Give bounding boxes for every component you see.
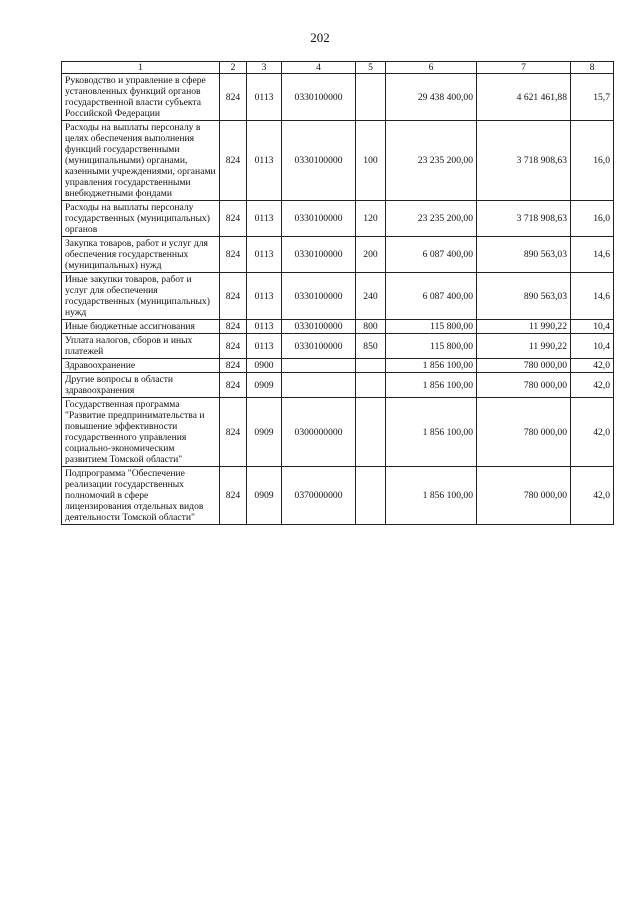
cell-expense-type: 200: [356, 237, 386, 273]
cell-target: [282, 359, 356, 373]
header-row: [62, 62, 614, 74]
column-header: 3: [247, 62, 282, 74]
cell-target: 0330100000: [282, 320, 356, 334]
table-row: [62, 334, 614, 359]
cell-target: 0330100000: [282, 334, 356, 359]
row-name: Закупка товаров, работ и услуг для обеспечения государственных (муниципальных) нужд: [62, 237, 220, 273]
cell-percent: 10,4: [571, 320, 614, 334]
cell-section: 0113: [247, 121, 282, 201]
cell-expense-type: 240: [356, 273, 386, 320]
table-row: [62, 359, 614, 373]
cell-target: [282, 373, 356, 398]
table-row: [62, 273, 614, 320]
table-row: [62, 74, 614, 121]
cell-target: 0330100000: [282, 273, 356, 320]
cell-actual: 3 718 908,63: [477, 121, 571, 201]
cell-expense-type: 120: [356, 201, 386, 237]
cell-ministry: 824: [220, 334, 247, 359]
row-name: Расходы на выплаты персоналу в целях обеспечения выполнения функций государственными (муниципальными) органами, казенными учреждениями, органами управления государственными внебюджетными фондами: [62, 121, 220, 201]
row-name: Государственная программа "Развитие предпринимательства и повышение эффективности государственного управления социально-экономическим развитием Томской области": [62, 398, 220, 467]
cell-actual: 4 621 461,88: [477, 74, 571, 121]
column-header: 4: [282, 62, 356, 74]
cell-ministry: 824: [220, 467, 247, 525]
cell-plan: 1 856 100,00: [386, 467, 477, 525]
cell-actual: 890 563,03: [477, 237, 571, 273]
cell-plan: 1 856 100,00: [386, 373, 477, 398]
cell-plan: 6 087 400,00: [386, 237, 477, 273]
cell-actual: 11 990,22: [477, 320, 571, 334]
cell-target: 0300000000: [282, 398, 356, 467]
page-number: 202: [310, 30, 330, 45]
row-name: Подпрограмма "Обеспечение реализации государственных полномочий в сфере лицензирования отдельных видов деятельности Томской области": [62, 467, 220, 525]
cell-plan: 23 235 200,00: [386, 201, 477, 237]
table-row: [62, 201, 614, 237]
cell-ministry: 824: [220, 320, 247, 334]
row-name: Руководство и управление в сфере установленных функций органов государственной власти субъекта Российской Федерации: [62, 74, 220, 121]
cell-actual: 890 563,03: [477, 273, 571, 320]
cell-actual: 780 000,00: [477, 373, 571, 398]
cell-percent: 42,0: [571, 398, 614, 467]
cell-section: 0900: [247, 359, 282, 373]
cell-section: 0113: [247, 273, 282, 320]
cell-expense-type: 850: [356, 334, 386, 359]
cell-expense-type: 100: [356, 121, 386, 201]
cell-section: 0113: [247, 334, 282, 359]
cell-section: 0909: [247, 373, 282, 398]
table-row: [62, 121, 614, 201]
column-header: 6: [386, 62, 477, 74]
cell-plan: 115 800,00: [386, 320, 477, 334]
cell-percent: 42,0: [571, 467, 614, 525]
cell-target: 0330100000: [282, 121, 356, 201]
row-name: Иные бюджетные ассигнования: [62, 320, 220, 334]
cell-ministry: 824: [220, 373, 247, 398]
cell-section: 0113: [247, 237, 282, 273]
cell-target: 0370000000: [282, 467, 356, 525]
cell-expense-type: [356, 398, 386, 467]
cell-plan: 1 856 100,00: [386, 398, 477, 467]
row-name: Расходы на выплаты персоналу государственных (муниципальных) органов: [62, 201, 220, 237]
cell-expense-type: [356, 373, 386, 398]
cell-plan: 115 800,00: [386, 334, 477, 359]
table-row: [62, 398, 614, 467]
cell-expense-type: [356, 74, 386, 121]
cell-ministry: 824: [220, 201, 247, 237]
cell-section: 0113: [247, 201, 282, 237]
column-header: 7: [477, 62, 571, 74]
cell-expense-type: 800: [356, 320, 386, 334]
cell-section: 0909: [247, 398, 282, 467]
row-name: Иные закупки товаров, работ и услуг для обеспечения государственных (муниципальных) нужд: [62, 273, 220, 320]
cell-percent: 42,0: [571, 359, 614, 373]
column-header: 1: [62, 62, 220, 74]
cell-plan: 29 438 400,00: [386, 74, 477, 121]
column-header: 5: [356, 62, 386, 74]
cell-expense-type: [356, 467, 386, 525]
cell-plan: 23 235 200,00: [386, 121, 477, 201]
table-row: [62, 237, 614, 273]
table-row: [62, 467, 614, 525]
cell-actual: 780 000,00: [477, 359, 571, 373]
cell-plan: 1 856 100,00: [386, 359, 477, 373]
cell-percent: 14,6: [571, 273, 614, 320]
cell-ministry: 824: [220, 74, 247, 121]
cell-percent: 16,0: [571, 201, 614, 237]
cell-actual: 11 990,22: [477, 334, 571, 359]
row-name: Здравоохранение: [62, 359, 220, 373]
row-name: Уплата налогов, сборов и иных платежей: [62, 334, 220, 359]
cell-target: 0330100000: [282, 237, 356, 273]
table-row: [62, 320, 614, 334]
cell-percent: 10,4: [571, 334, 614, 359]
cell-actual: 3 718 908,63: [477, 201, 571, 237]
cell-ministry: 824: [220, 121, 247, 201]
cell-actual: 780 000,00: [477, 398, 571, 467]
cell-ministry: 824: [220, 398, 247, 467]
cell-ministry: 824: [220, 273, 247, 320]
column-header: 2: [220, 62, 247, 74]
cell-section: 0113: [247, 320, 282, 334]
cell-actual: 780 000,00: [477, 467, 571, 525]
column-header: 8: [571, 62, 614, 74]
cell-section: 0113: [247, 74, 282, 121]
cell-plan: 6 087 400,00: [386, 273, 477, 320]
cell-percent: 42,0: [571, 373, 614, 398]
cell-percent: 15,7: [571, 74, 614, 121]
cell-section: 0909: [247, 467, 282, 525]
cell-percent: 16,0: [571, 121, 614, 201]
cell-ministry: 824: [220, 359, 247, 373]
cell-target: 0330100000: [282, 74, 356, 121]
cell-percent: 14,6: [571, 237, 614, 273]
table-row: [62, 373, 614, 398]
cell-ministry: 824: [220, 237, 247, 273]
budget-table: [61, 61, 614, 525]
cell-expense-type: [356, 359, 386, 373]
cell-target: 0330100000: [282, 201, 356, 237]
row-name: Другие вопросы в области здравоохранения: [62, 373, 220, 398]
